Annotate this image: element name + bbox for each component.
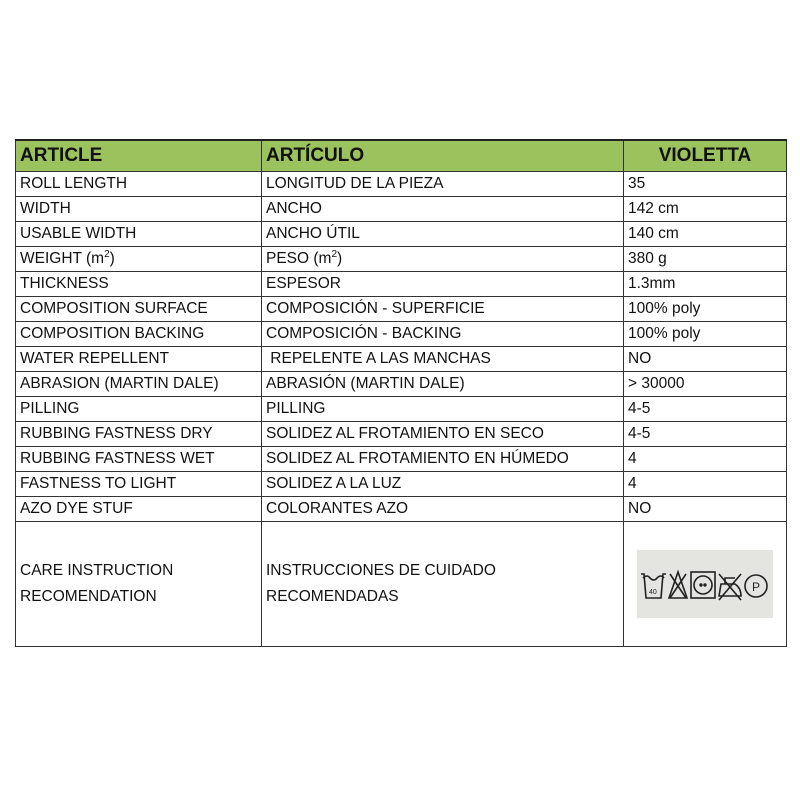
peso-label: PESO (m [266,250,332,267]
no-bleach-icon [669,572,687,598]
header-row [16,140,787,172]
row-label-en: RUBBING FASTNESS DRY [16,422,262,447]
row-value: 142 cm [624,197,787,222]
row-label-es: LONGITUD DE LA PIEZA [262,172,624,197]
header-articulo: ARTÍCULO [262,140,624,172]
row-value: 4 [624,447,787,472]
table-row [16,372,787,397]
row-label-es: COLORANTES AZO [262,497,624,522]
row-value: 35 [624,172,787,197]
peso-label-close: ) [337,250,343,267]
dry-clean-p-icon [745,575,767,597]
table-row [16,422,787,447]
row-label-es: ESPESOR [262,272,624,297]
header-article: ARTICLE [16,140,262,172]
row-label-es: ANCHO ÚTIL [262,222,624,247]
care-label-es [262,522,624,647]
row-value: NO [624,347,787,372]
row-value: 4-5 [624,422,787,447]
row-label-es: COMPOSICIÓN - SUPERFICIE [262,297,624,322]
row-label-en: RUBBING FASTNESS WET [16,447,262,472]
squared-superscript: 2 [104,248,110,260]
row-label-en: FASTNESS TO LIGHT [16,472,262,497]
row-value: 100% poly [624,322,787,347]
row-label-en: COMPOSITION SURFACE [16,297,262,322]
table-row [16,272,787,297]
care-label-es-line2: RECOMENDADAS [266,588,399,605]
table-row [16,222,787,247]
row-label-en: WIDTH [16,197,262,222]
row-label-en: PILLING [16,397,262,422]
table-row [16,322,787,347]
tumble-dry-icon [691,572,715,598]
row-value: 4-5 [624,397,787,422]
weight-label: WEIGHT (m [20,250,105,267]
table-row [16,472,787,497]
weight-label-close: ) [109,250,115,267]
row-value: 1.3mm [624,272,787,297]
row-label-es [262,247,624,272]
care-label-en-line2: RECOMENDATION [20,588,157,605]
care-symbols-cell [624,522,787,647]
dry-clean-letter: P [752,580,761,594]
row-label-en: THICKNESS [16,272,262,297]
care-label-en-line1: CARE INSTRUCTION [20,562,174,579]
row-label-es: SOLIDEZ AL FROTAMIENTO EN SECO [262,422,624,447]
care-label-es-line1: INSTRUCCIONES DE CUIDADO [266,562,496,579]
care-label-en [16,522,262,647]
row-value: 4 [624,472,787,497]
row-label-en: COMPOSITION BACKING [16,322,262,347]
row-value: 140 cm [624,222,787,247]
row-value: 380 g [624,247,787,272]
row-label-es: PILLING [262,397,624,422]
row-label-en: ROLL LENGTH [16,172,262,197]
table-row [16,397,787,422]
row-label-en: ABRASION (MARTIN DALE) [16,372,262,397]
wash-temp-label: 40 [649,589,657,596]
no-iron-icon [719,574,741,600]
row-label-es: COMPOSICIÓN - BACKING [262,322,624,347]
row-label-en: AZO DYE STUF [16,497,262,522]
row-value: 100% poly [624,297,787,322]
row-label-en: USABLE WIDTH [16,222,262,247]
header-product: VIOLETTA [624,140,787,172]
table-row [16,297,787,322]
row-label-es: SOLIDEZ A LA LUZ [262,472,624,497]
care-row [16,522,787,647]
row-value: NO [624,497,787,522]
row-label-es: REPELENTE A LAS MANCHAS [262,347,624,372]
row-label-es: ABRASIÓN (MARTIN DALE) [262,372,624,397]
row-value: > 30000 [624,372,787,397]
specification-table [15,139,787,647]
care-symbols [637,550,773,618]
row-label-en [16,247,262,272]
table-row [16,347,787,372]
row-label-es: SOLIDEZ AL FROTAMIENTO EN HÚMEDO [262,447,624,472]
wash-40-icon [641,574,666,598]
table-row [16,247,787,272]
table-row [16,447,787,472]
table-row [16,197,787,222]
table-row [16,172,787,197]
row-label-en: WATER REPELLENT [16,347,262,372]
row-label-es: ANCHO [262,197,624,222]
squared-superscript: 2 [331,248,338,260]
table-row [16,497,787,522]
